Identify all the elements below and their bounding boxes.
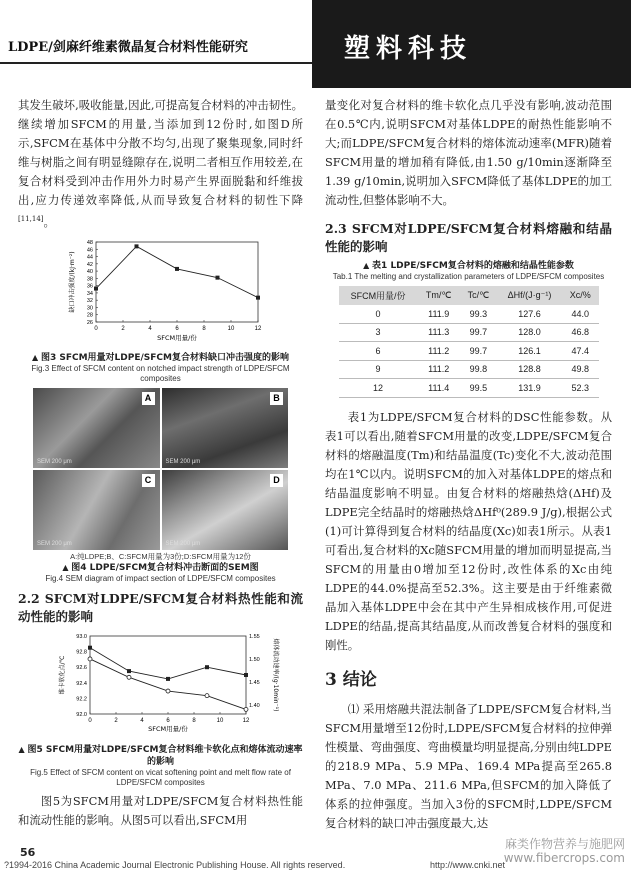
col-header: ΔHf/(J·g⁻¹) [507,289,552,300]
body-paragraph [18,96,303,232]
table-cell: 99.8 [469,364,488,375]
col-header: SFCM用量/份 [350,290,406,301]
y-tick-label: 40 [86,268,93,275]
table-cell: 128.0 [518,327,541,338]
data-point [175,267,179,271]
figure-3 [18,236,303,384]
section-heading-2-3: 2.3 SFCM对LDPE/SFCM复合材料熔融和结晶性能的影响 [325,221,612,254]
figure-caption-cn: ▲ 图3 SFCM用量对LDPE/SFCM复合材料缺口冲击强度的影响 [32,352,289,363]
vicat-mfr-chart [18,630,303,738]
header-rule [0,62,312,64]
y-tick-label: 32 [86,297,93,304]
y-tick-label: 26 [86,319,93,326]
y-tick-label: 46 [86,247,93,254]
sem-image-b: B SEM 200 μm [162,388,289,468]
y-left-tick-label: 92.4 [76,680,87,687]
y-right-tick-label: 1.55 [249,633,260,640]
table-cell: 52.3 [571,382,590,393]
table-cell: 46.8 [571,327,590,338]
y-left-tick-label: 92.2 [76,696,87,703]
table-cell: 99.7 [469,327,488,338]
x-tick-label: 8 [202,325,206,332]
col-header: Tc/℃ [467,289,490,300]
vicat-data-point [244,673,248,677]
section-heading-2-2: 2.2 SFCM对LDPE/SFCM复合材料热性能和流动性能的影响 [18,590,303,624]
y-right-tick-label: 1.45 [249,679,260,686]
para-text: 其发生破坏,吸收能量,因此,可提高复合材料的冲击韧性。继续增加SFCM的用量,当添加到12份时,如图D所示,SFCM在基体中分散不均匀,出现了聚集现象,同时纤维与树脂之间有明显缝隙存在,说明二者相互作用较差,在复合材料受到冲击作用外力时易产生界面脱黏和纤维拔出,应力传递效率降低,从而导致复合材料的韧性下降 [18,98,303,207]
figure-caption-cn: ▲ 图5 SFCM用量对LDPE/SFCM复合材料维卡软化点和熔体流动速率的影响 [18,744,303,767]
x-tick-label: 4 [148,325,152,332]
header-brand-banner [312,0,631,88]
x-axis-label: SFCM用量/份 [148,724,188,733]
y-axis-label: 缺口冲击强度/(kJ·m⁻²) [69,251,76,313]
table-cell: 99.7 [469,345,488,356]
table-cell: 111.3 [428,327,450,338]
vicat-data-point [127,669,131,673]
mfr-series-line [90,659,246,709]
table-cell: 9 [375,364,381,375]
x-tick-label: 12 [242,717,250,724]
figure-4 [18,388,303,584]
y-left-tick-label: 92.6 [76,664,87,671]
dsc-table [339,286,599,398]
plot-frame [90,636,246,714]
table-cell: 111.2 [428,345,450,356]
table-cell: 47.4 [571,345,590,356]
table-cell: 126.1 [518,345,541,356]
figure-caption-en: Fig.5 Effect of SFCM content on vicat softening point and melt flow rate of LDPE/SFCM composites [30,767,291,787]
sem-image-c: C SEM 200 μm [33,470,160,550]
x-tick-label: 0 [88,717,92,724]
copyright-notice: ?1994-2016 China Academic Journal Electronic Publishing House. All rights reserved. [4,860,346,870]
table-cell: 12 [373,382,384,393]
body-paragraph: ⑴ 采用熔融共混法制备了LDPE/SFCM复合材料,当SFCM用量增至12份时,LDPE/SFCM复合材料的拉伸弹性模量、弯曲强度、弯曲模量均明显提高,分别由纯LDPE的218.9 MPa、5.9 MPa、169.4 MPa提高至265.8 MPa、7.0 MPa、211.6 MPa,但SFCM的加入降低了体系的拉伸强度。当加入3份的SFCM时,LDPE/SFCM复合材料的缺口冲击强度最大,达 [325,701,612,830]
table-cell: 99.3 [469,308,488,319]
table-cell: 111.4 [428,382,450,393]
vicat-data-point [88,645,92,649]
sem-image-a: A SEM 200 μm [33,388,160,468]
data-point [216,275,220,279]
body-paragraph: 图5为SFCM用量对LDPE/SFCM复合材料热性能和流动性能的影响。从图5可以看出,SFCM用 [18,793,303,827]
citation: [11,14] [18,215,44,223]
y-tick-label: 36 [86,283,93,290]
table-caption-cn: ▲ 表1 LDPE/SFCM复合材料的熔融和结晶性能参数 [363,261,574,271]
table-row [339,305,599,324]
page-number: 56 [20,846,36,859]
y-right-tick-label: 1.50 [249,656,260,663]
figure-legend: A:纯LDPE;B、C:SFCM用量为3份;D:SFCM用量为12份 [70,551,251,561]
table-row [339,379,599,398]
running-title: LDPE/剑麻纤维素微晶复合材料性能研究 [8,40,248,55]
table-cell: 131.9 [518,382,541,393]
header-left [0,0,312,88]
x-tick-label: 2 [121,325,125,332]
y-tick-label: 38 [86,276,93,283]
table-cell: 6 [375,345,381,356]
y-left-tick-label: 92.0 [76,711,87,718]
table-row [339,342,599,361]
table-cell: 127.6 [518,308,541,319]
sem-image-grid [33,388,288,550]
y-tick-label: 34 [86,290,93,297]
body-paragraph: 表1为LDPE/SFCM复合材料的DSC性能参数。从表1可以看出,随着SFCM用量的改变,LDPE/SFCM复合材料的熔融温度(Tm)和结晶温度(Tc)变化不大,波动范围均在1℃以内。说明SFCM的加入对基体LDPE的熔点和结晶温度影响不明显。由复合材料的熔融热焓(ΔHf)及LDPE完全结晶时的熔融热焓ΔHf⁰(289.9 J/g),根据公式(1)可计算得到复合材料的结晶度(Xc)如表1所示。从表1可看出,复合材料的Xc随SFCM用量的增加而明显提高,当SFCM的用量由0增加至12份时,改性体系的Xc由纯LDPE的44.0%提高至52.3%。这主要是由于纤维素微晶加入基体LDPE中会在其中产生异相成核作用,可促进LDPE的结晶,提高其结晶度,从而改善复合材料的强度和刚性。 [325,409,612,652]
mfr-data-point [244,707,248,711]
x-tick-label: 10 [227,325,235,332]
mfr-data-point [127,675,131,679]
section-heading-3: 3 结论 [325,669,377,690]
figure-caption-en: Fig.3 Effect of SFCM content on notched impact strength of LDPE/SFCM composites [31,363,290,383]
data-point [94,286,98,290]
table-cell: 0 [375,308,381,319]
y-tick-label: 42 [86,261,93,268]
data-point [256,295,260,299]
y-right-tick-label: 1.40 [249,702,260,709]
series-line [96,246,258,297]
data-point [135,244,139,248]
col-header: Tm/℃ [425,289,452,300]
x-tick-label: 4 [140,717,144,724]
mfr-data-point [88,657,92,661]
para-tail: 。 [43,214,55,229]
figure-5 [18,630,303,788]
table-row [339,360,599,379]
table-cell: 49.8 [571,364,590,375]
plot-frame [96,242,258,322]
x-tick-label: 6 [166,717,170,724]
y-left-axis-label: 维卡软化点/℃ [59,655,66,695]
journal-brand: 塑料科技 [344,34,473,64]
vicat-series-line [90,647,246,678]
table-cell: 99.5 [469,382,488,393]
x-axis-label: SFCM用量/份 [157,333,197,342]
vicat-data-point [166,677,170,681]
table-cell: 3 [375,327,381,338]
table-cell: 111.2 [428,364,450,375]
cnki-link[interactable]: http://www.cnki.net [430,860,506,870]
y-left-tick-label: 92.8 [76,649,87,656]
mfr-data-point [205,693,209,697]
right-column [325,96,612,833]
site-watermark: 麻类作物营养与施肥网 www.fibercrops.com [503,837,625,865]
vicat-data-point [205,665,209,669]
x-tick-label: 6 [175,325,179,332]
left-column [18,96,303,830]
table-cell: 111.9 [428,308,450,319]
body-paragraph: 量变化对复合材料的维卡软化点几乎没有影响,波动范围在0.5℃内,说明SFCM对基体LDPE的耐热性能影响不大;而LDPE/SFCM复合材料的熔体流动速率(MFR)随着SFCM用量的增加稍有降低,由1.50 g/10min逐渐降至1.39 g/10min,说明加入SFCM降低了基体LDPE的加工流动性,但整体影响不大。 [325,98,612,207]
y-left-tick-label: 93.0 [76,633,87,640]
table-header-row [339,286,599,305]
y-tick-label: 30 [86,305,93,312]
figure-caption-cn: ▲ 图4 LDPE/SFCM复合材料冲击断面的SEM图 [62,562,259,573]
y-tick-label: 28 [86,312,93,319]
table-cell: 44.0 [571,308,590,319]
x-tick-label: 8 [192,717,196,724]
mfr-data-point [166,689,170,693]
figure-caption-en: Fig.4 SEM diagram of impact section of LDPE/SFCM composites [45,573,276,583]
table-row [339,323,599,342]
col-header: Xc/% [569,290,591,301]
x-tick-label: 2 [114,717,118,724]
sem-image-d: D SEM 200 μm [162,470,289,550]
impact-strength-chart [18,236,303,346]
y-tick-label: 44 [86,254,93,261]
y-tick-label: 48 [86,239,93,246]
x-tick-label: 10 [216,717,224,724]
x-tick-label: 0 [94,325,98,332]
y-right-axis-label: 熔体流动速率/(g·10min⁻¹) [272,638,279,712]
x-tick-label: 12 [254,325,262,332]
table-cell: 128.8 [518,364,541,375]
table-caption-en: Tab.1 The melting and crystallization parameters of LDPE/SFCM composites [332,272,605,281]
